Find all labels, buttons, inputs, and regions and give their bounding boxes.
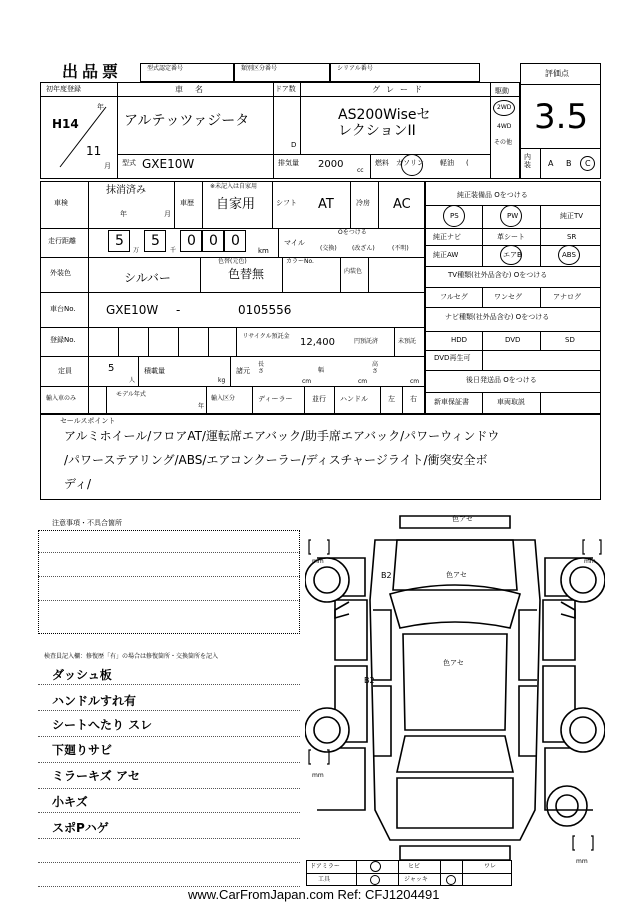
color-no-label: カラーNo. [286,258,314,265]
equip-pw-circle [500,205,522,227]
recycle-label: リサイクル預託金 [242,333,290,340]
detail-box [40,181,425,414]
mileage-sen: 千 [170,247,177,254]
note-5: ミラーキズ アセ [52,769,140,783]
jack-circle [446,875,456,885]
height-label: 高さ [372,361,379,375]
equip-leather[interactable]: 革シート [497,233,525,241]
fuel-diesel: 軽油 [440,159,454,167]
note-7: スポPハゲ [52,821,109,835]
equip-title: 純正装備品 Oをつける [457,191,528,199]
sales-points-label: セールスポイント [60,417,116,425]
import-class-label: 輸入区分 [211,395,236,402]
mm-front-left: mm [312,558,324,565]
cc-unit: cc [357,167,364,174]
after-title: 後日発送品 Oをつける [466,376,537,384]
note-2: ハンドルすれ有 [52,694,137,708]
sales-line-3: ディ/ [64,477,92,491]
scratch-label: ヒビ [408,863,421,870]
mm-front-right: mm [584,558,596,565]
car-name-value: アルテッツァジータ [124,113,250,129]
car-damage-diagram [305,510,605,870]
int-color-label: 内装色 [344,268,363,275]
fuel-gasoline-circle [401,154,423,176]
sheet-title: 出品票 [62,62,123,81]
mileage-digit-1: 5 [115,233,124,249]
after-manual[interactable]: 車両取説 [497,398,525,406]
interior-grade-label: 内装 [524,153,531,169]
tv-title: TV種類(社外品含む) Oをつける [448,271,548,279]
mark-front-left: B2 [381,571,392,580]
capacity-persons: 人 [129,377,136,384]
model-label: 型式 [122,159,136,167]
equip-pw[interactable]: PW [507,212,519,220]
tools-label: 工具 [318,876,331,883]
dvd-playback[interactable]: DVD再生可 [434,354,471,362]
load-label: 積載量 [144,367,165,375]
drive-other: その他 [494,139,513,146]
grade-line1: AS200Wiseセ [338,107,431,123]
length-cm: cm [302,378,312,385]
unknown-label: (不明) [392,245,409,252]
handle-right[interactable]: 右 [410,395,417,403]
capacity-value: 5 [108,363,115,374]
note-3: シートへたり スレ [52,718,153,732]
aircon-value: AC [393,197,411,212]
aircon-label: 冷房 [356,199,370,207]
exchange-label: (交換) [320,245,337,252]
interior-grade-b: B [566,159,572,168]
miles-label: マイル [284,239,305,247]
score-value: 3.5 [534,97,589,137]
crack-label: ワレ [484,863,497,870]
score-label: 評価点 [545,69,569,78]
serial-label: シリアル番号 [337,65,373,72]
car-name-label: 車名 [175,85,215,94]
inspection-label: 車検 [54,199,68,207]
history-label: 車歴 [180,199,194,207]
first-reg-month: 11 [86,144,102,158]
inspection-year: 年 [120,210,127,218]
unreg-note: ※未記入は自家用 [210,183,258,190]
history-value: 自家用 [216,197,256,212]
equip-ps[interactable]: PS [450,212,459,220]
chassis-label: 車台No. [50,305,76,313]
ext-color-label: 外装色 [50,269,71,277]
equip-airbag-circle [500,245,522,265]
fuel-label: 燃料 [375,159,389,167]
note-6: 小キズ [52,795,88,809]
equip-ps-circle [443,205,465,227]
mileage-digit-5: 0 [231,233,240,249]
color-change-label: 色替(元色) [218,258,247,265]
door-mirror-label: ドアミラー [310,863,340,870]
year-kanji: 年 [97,103,104,111]
mileage-km: km [258,247,269,255]
mileage-digit-3: 0 [187,233,196,249]
equip-aw[interactable]: 純正AW [433,251,459,259]
notes-title: 注意事項・不具合箇所 [52,519,122,527]
grade-line2: レクションII [338,123,416,139]
after-warranty[interactable]: 新車保証書 [434,398,469,406]
length-label: 長さ [258,361,265,375]
note-4: 下廻りサビ [52,743,113,757]
drive-2wd: 2WD [497,104,512,111]
recycle-yen: 円預託済 [354,338,379,345]
tools-circle [370,875,380,885]
reg-no-label: 登録No. [50,336,76,344]
recycle-amount: 12,400 [300,337,335,348]
dealer-option[interactable]: ディーラー [258,395,293,403]
handle-left[interactable]: 左 [388,395,395,403]
dims-label: 諸元 [236,367,250,375]
first-reg-year: H14 [52,117,79,131]
mileage-man: 万 [133,247,140,254]
mileage-digit-4: 0 [209,233,218,249]
mm-spare: mm [576,858,588,865]
parallel-option[interactable]: 並行 [312,395,326,403]
mirror-circle [370,861,381,872]
mileage-digit-2: 5 [151,233,160,249]
first-reg-label: 初年度登録 [46,85,81,93]
mark-rear-left: B2 [364,676,375,685]
d-mark: D [291,141,297,149]
type-cert-label: 型式認定番号 [147,65,184,72]
equip-tv[interactable]: 純正TV [560,212,584,220]
interior-grade-c: C [585,159,591,168]
notes-box [38,530,300,634]
color-change-value: 色替無 [228,267,265,281]
nav-title: ナビ種類(社外品含む) Oをつける [445,313,550,321]
displacement-value: 2000 [318,159,344,170]
nav-hdd[interactable]: HDD [451,336,468,344]
mileage-label: 走行距離 [48,237,76,245]
drive-2wd-circle [493,100,515,116]
chassis-prefix: GXE10W [106,303,159,317]
load-kg: kg [218,377,226,384]
nav-sd[interactable]: SD [565,336,575,344]
shift-value: AT [318,197,334,212]
tv-fullseg[interactable]: フルセグ [440,293,468,301]
sales-line-2: /パワーステアリング/ABS/エアコンクーラー/ディスチャージライト/衝突安全ボ [64,453,488,467]
width-cm: cm [358,378,368,385]
handle-label: ハンドル [340,395,368,403]
tv-analog[interactable]: アナログ [553,293,581,301]
inspection-month: 月 [164,210,171,218]
equip-airbag[interactable]: エアB [503,251,522,259]
inspection-value: 抹消済み [106,185,146,196]
equip-abs-circle [558,245,580,265]
circle-note: Oをつける [338,229,367,236]
equip-sr[interactable]: SR [567,233,577,241]
equip-abs[interactable]: ABS [562,251,576,259]
mark-roof: 色アセ [443,659,464,667]
model-value: GXE10W [142,157,195,171]
jack-label: ジャッキ [404,876,428,883]
inspector-note-label: 検査員記入欄：修復歴「有」の場合は修復箇所・交換箇所を記入 [44,653,219,660]
drive-label: 駆動 [495,87,509,95]
height-cm: cm [410,378,420,385]
interior-grade-a: A [548,159,554,168]
import-only-label: 輸入車のみ [46,395,77,402]
nav-dvd[interactable]: DVD [505,336,521,344]
chassis-number: 0105556 [238,303,292,317]
interior-grade-circle [580,156,595,171]
month-kanji: 月 [104,162,111,170]
class-no-label: 類別区分番号 [241,65,278,72]
chassis-dash: - [176,303,181,317]
watermark: www.CarFromJapan.com Ref: CFJ1204491 [188,887,440,902]
mark-hood: 色アセ [446,571,467,579]
fuel-paren: ( [466,159,469,167]
doors-label: ドア数 [275,85,296,93]
fuel-gasoline: ガソリン [396,159,424,167]
equip-nav[interactable]: 純正ナビ [433,233,461,241]
capacity-label: 定員 [58,367,72,375]
mm-rear-left: mm [312,772,324,779]
mark-front: 色アセ [452,515,473,523]
model-year-label: モデル年式 [116,391,146,398]
shift-label: シフト [276,199,297,207]
sales-line-1: アルミホイール/フロアAT/運転席エアバック/助手席エアバック/パワーウィンドウ [64,429,500,443]
displacement-label: 排気量 [278,159,299,167]
drive-4wd: 4WD [497,123,512,130]
not-deposited: 未預託 [398,338,417,345]
tv-oneseg[interactable]: ワンセグ [494,293,522,301]
ext-color-value: シルバー [124,271,171,285]
grade-label: グレード [372,85,428,94]
modified-label: (改ざん) [352,245,375,252]
model-year-kanji: 年 [198,403,205,410]
width-label: 幅 [318,367,325,374]
note-1: ダッシュ板 [52,668,112,682]
